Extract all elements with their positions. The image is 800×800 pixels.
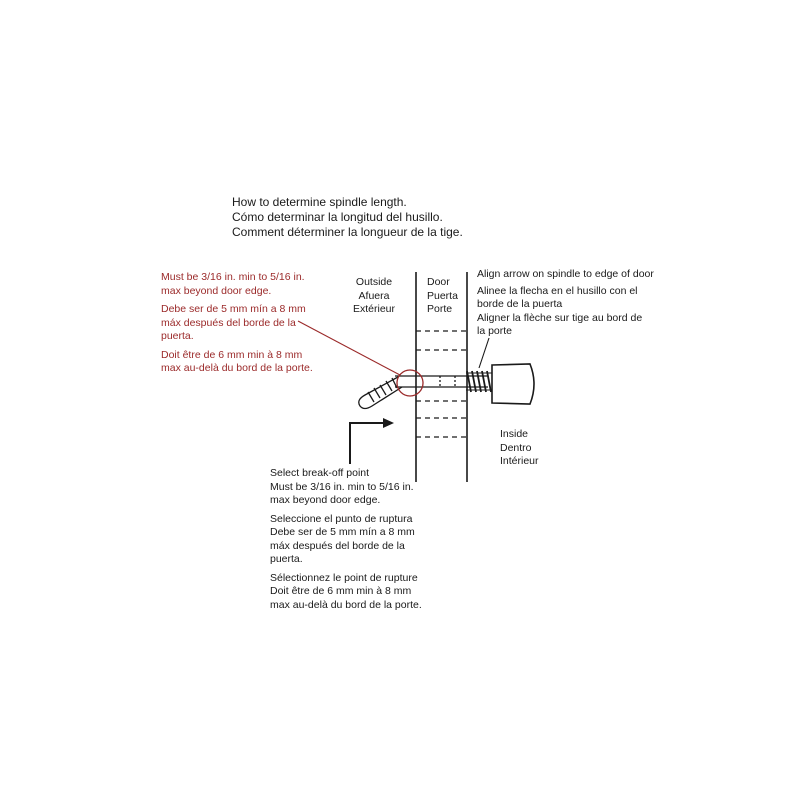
outside-fr: Extérieur: [353, 303, 396, 315]
align-es-2: borde de la puerta: [477, 298, 563, 310]
breakoff-fr-2: Doit être de 6 mm min à 8 mm: [270, 585, 412, 597]
breakoff-es-1: Seleccione el punto de ruptura: [270, 512, 413, 525]
red-note-es-3: puerta.: [161, 330, 194, 342]
red-leader-line: [298, 321, 400, 375]
door-hole-dashes: [416, 331, 467, 437]
breakoff-pointer-arrow: [350, 418, 394, 464]
breakoff-en-2: Must be 3/16 in. min to 5/16 in.: [270, 480, 414, 493]
breakoff-fr-1: Sélectionnez le point de rupture: [270, 571, 418, 584]
spring-coils: [466, 371, 492, 392]
title-en: How to determine spindle length.: [232, 195, 407, 209]
breakoff-fr-3: max au-delà du bord de la porte.: [270, 598, 422, 611]
red-note-fr-2: max au-delà du bord de la porte.: [161, 362, 313, 374]
inside-es: Dentro: [500, 441, 532, 454]
red-note-es-2: máx después del borde de la: [161, 316, 296, 329]
red-note-en-2: max beyond door edge.: [161, 284, 272, 297]
align-en: Align arrow on spindle to edge of door: [477, 268, 654, 280]
door-es: Puerta: [427, 289, 458, 302]
red-note-es-1: Debe ser de 5 mm mín a 8 mm: [161, 303, 306, 315]
red-note-en-1: Must be 3/16 in. min to 5/16 in.: [161, 271, 305, 283]
title-es: Cómo determinar la longitud del husillo.: [232, 210, 443, 224]
align-fr-2: la porte: [477, 325, 513, 337]
breakoff-es-2: Debe ser de 5 mm mín a 8 mm: [270, 526, 415, 538]
align-leader-line: [479, 338, 489, 368]
outside-es: Afuera: [358, 289, 390, 302]
door-fr: Porte: [427, 303, 453, 315]
align-es-1: Alinee la flecha en el husillo con el: [477, 284, 638, 297]
inside-fr: Intérieur: [500, 455, 539, 467]
red-note-fr-1: Doit être de 6 mm min à 8 mm: [161, 348, 303, 361]
spindle-breakoff-end: [359, 377, 402, 409]
outside-en: Outside: [355, 276, 393, 288]
breakoff-en-1: Select break-off point: [270, 467, 370, 479]
title-fr: Comment déterminer la longueur de la tige.: [232, 225, 463, 239]
breakoff-es-3: máx después del borde de la: [270, 539, 405, 552]
breakoff-es-4: puerta.: [270, 553, 303, 565]
knob: [492, 364, 534, 404]
door-en: Door: [427, 276, 450, 288]
breakoff-highlight-circle: [397, 370, 423, 396]
align-fr-1: Aligner la flèche sur tige au bord de: [477, 311, 643, 324]
inside-en: Inside: [500, 428, 529, 440]
breakoff-en-3: max beyond door edge.: [270, 494, 381, 506]
